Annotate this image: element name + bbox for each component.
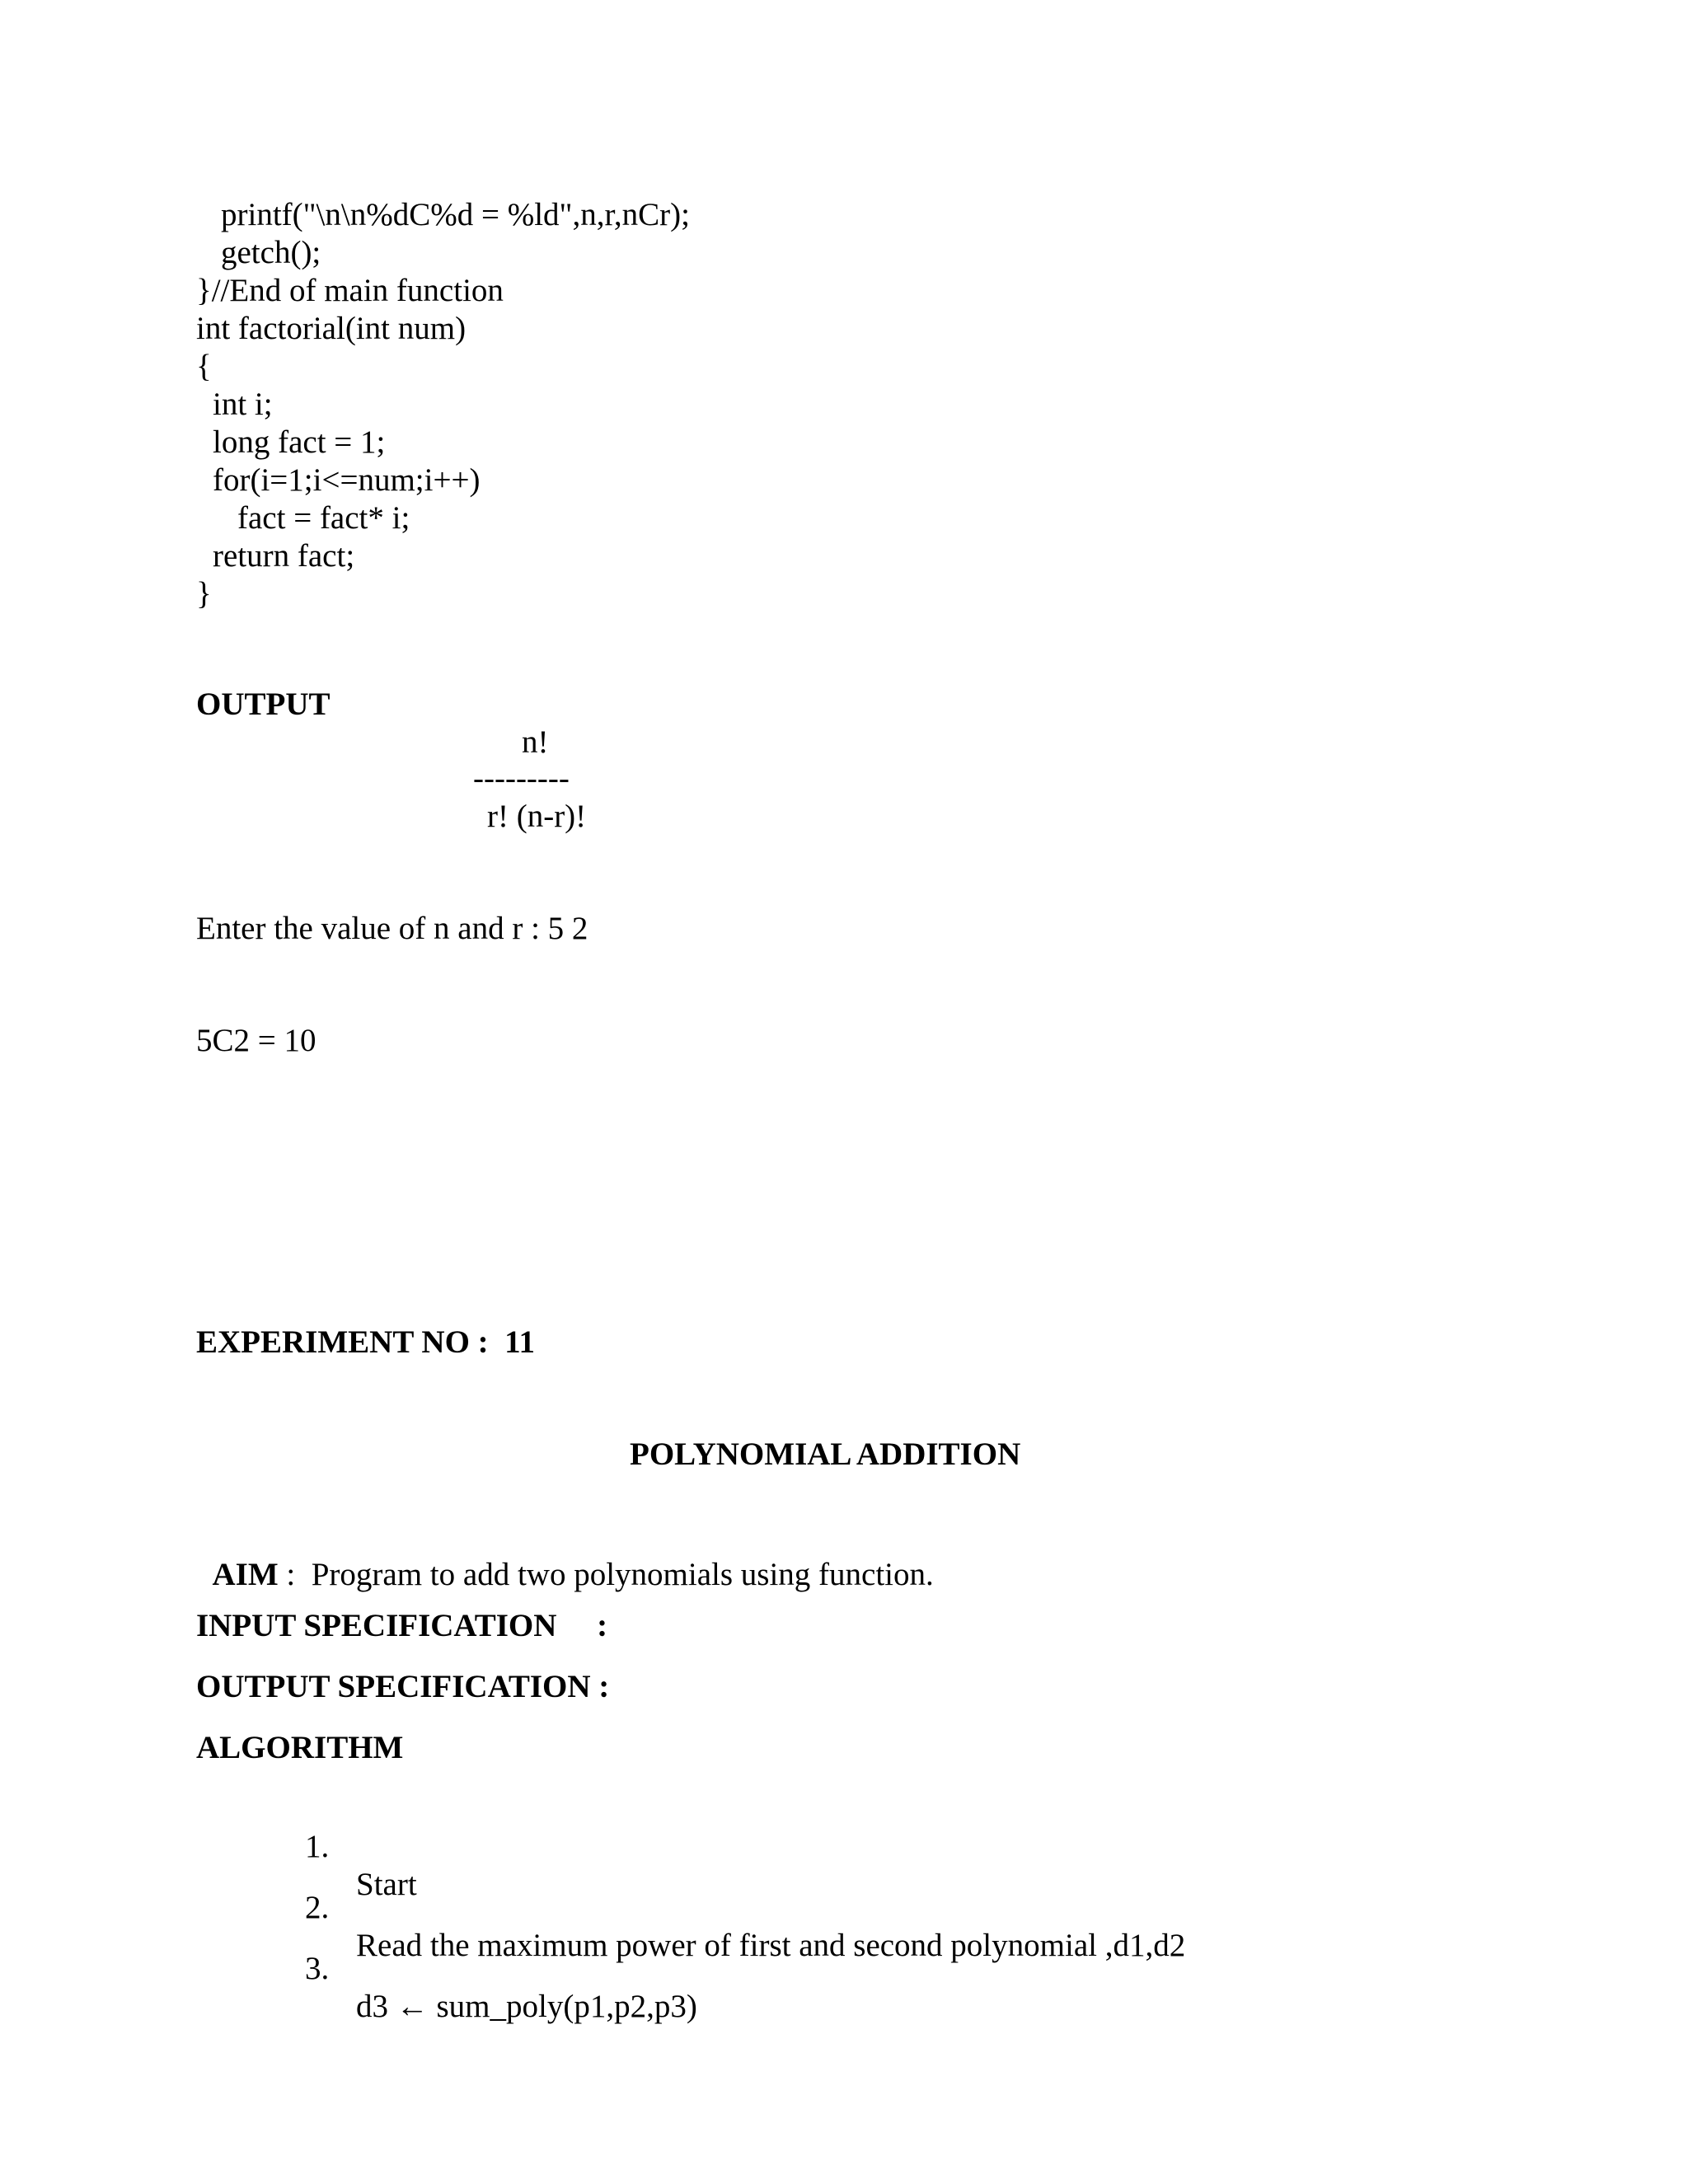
code-line: getch();: [221, 235, 321, 270]
algorithm-step-number: 1.: [305, 1829, 330, 1864]
algorithm-step-number: 2.: [305, 1890, 330, 1925]
code-line: }: [196, 576, 212, 612]
formula-numerator: n!: [522, 724, 549, 760]
output-prompt-line: Enter the value of n and r : 5 2: [196, 911, 588, 946]
aim-text: : Program to add two polynomials using function.: [278, 1557, 934, 1592]
output-specification: OUTPUT SPECIFICATION :: [196, 1669, 610, 1704]
code-line: int i;: [213, 387, 273, 422]
code-line: {: [196, 349, 212, 384]
input-specification: INPUT SPECIFICATION :: [196, 1608, 608, 1643]
experiment-heading: EXPERIMENT NO : 11: [196, 1324, 535, 1360]
code-line: }//End of main function: [196, 273, 504, 308]
code-line: printf("\n\n%dC%d = %ld",n,r,nCr);: [221, 197, 690, 232]
output-heading: OUTPUT: [196, 687, 331, 722]
algorithm-step-text: Start: [356, 1867, 417, 1902]
code-line: return fact;: [213, 538, 355, 574]
algorithm-heading: ALGORITHM: [196, 1730, 404, 1765]
output-result-line: 5C2 = 10: [196, 1023, 316, 1058]
formula-denominator: r! (n-r)!: [487, 799, 587, 834]
aim-label: AIM: [212, 1557, 279, 1592]
algorithm-step: [305, 1912, 697, 2026]
algorithm-step-text: Read the maximum power of first and second polynomial ,d1,d2: [356, 1928, 1186, 1963]
aim-line: [196, 1518, 934, 1594]
code-line: for(i=1;i<=num;i++): [213, 462, 481, 498]
code-line: int factorial(int num): [196, 311, 467, 346]
code-line: fact = fact* i;: [237, 500, 410, 536]
code-line: long fact = 1;: [213, 424, 386, 460]
experiment-title: POLYNOMIAL ADDITION: [630, 1436, 1021, 1472]
algorithm-step-text: d3 ← sum_poly(p1,p2,p3): [356, 1989, 697, 2024]
formula-bar: ---------: [473, 761, 570, 796]
algorithm-step-number: 3.: [305, 1951, 330, 1986]
